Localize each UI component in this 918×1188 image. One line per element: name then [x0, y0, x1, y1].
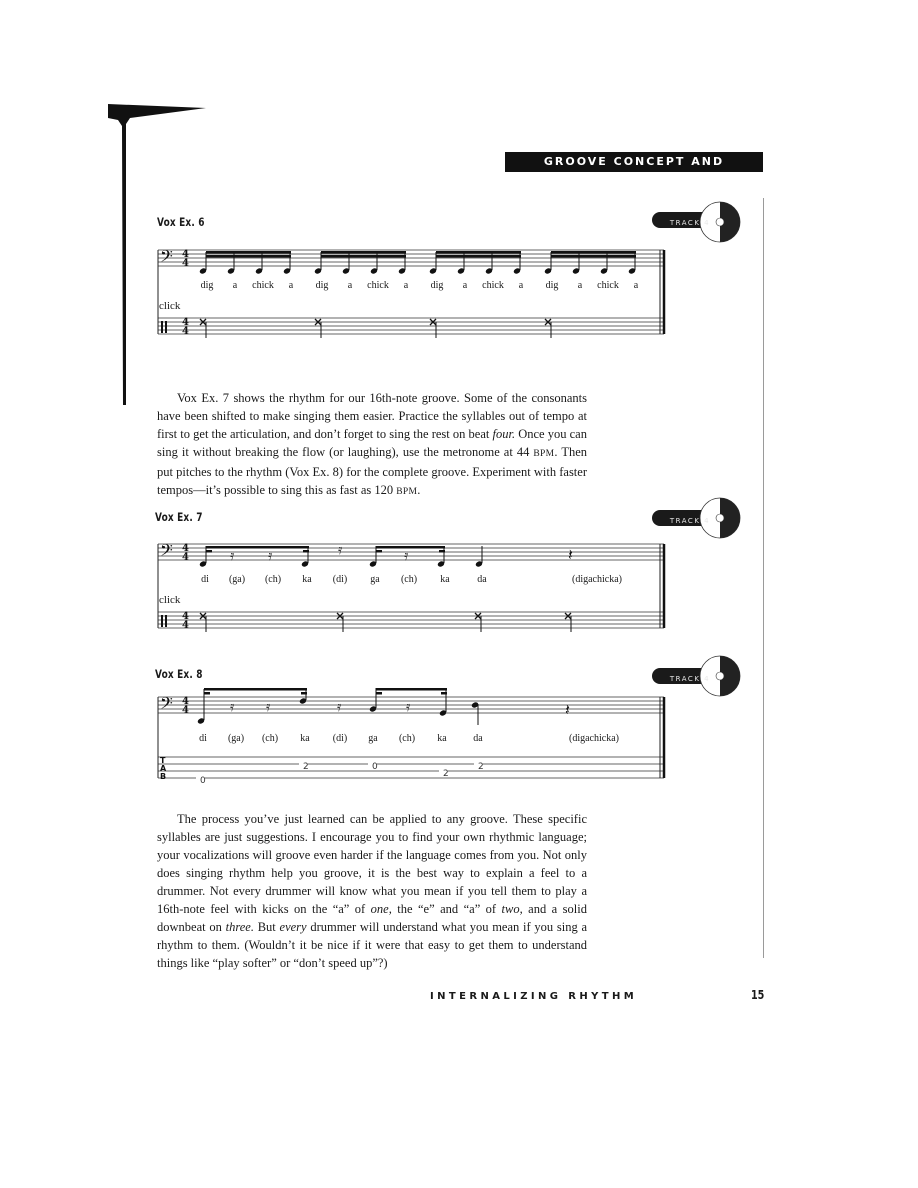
- beam: [376, 688, 447, 691]
- syllable: da: [473, 733, 483, 744]
- sixteenth-rest: 𝄿: [230, 699, 235, 715]
- syllable: dig: [200, 280, 214, 291]
- beam: [376, 550, 382, 553]
- tab-number: 2: [443, 769, 449, 779]
- syllable: dig: [315, 280, 329, 291]
- quarter-rest: 𝄽: [565, 700, 570, 719]
- syllable: chick: [252, 280, 274, 291]
- beam: [204, 688, 307, 691]
- sixteenth-rest: 𝄿: [268, 548, 273, 564]
- sixteenth-rest: 𝄿: [337, 699, 342, 715]
- svg-text:4: 4: [182, 543, 189, 554]
- syllable: a: [347, 280, 353, 291]
- section-header: GROOVE CONCEPT AND DEVELOPMENT: [505, 152, 763, 172]
- beam: [376, 546, 445, 549]
- beam: [204, 692, 210, 695]
- syllable: dig: [545, 280, 559, 291]
- sixteenth-rest: 𝄿: [404, 548, 409, 564]
- beam: [301, 692, 307, 695]
- syllable: ga: [370, 574, 380, 585]
- svg-text:4: 4: [182, 258, 189, 269]
- syllable: chick: [597, 280, 619, 291]
- quarter-rest: 𝄽: [568, 545, 573, 564]
- syllable: a: [288, 280, 294, 291]
- svg-text:4: 4: [182, 611, 189, 622]
- tab-letter: T: [160, 756, 166, 765]
- syllable: ka: [437, 733, 447, 744]
- syllable: (digachicka): [569, 733, 619, 744]
- beam: [439, 550, 445, 553]
- syllable: a: [462, 280, 468, 291]
- margin-rule: [763, 198, 764, 958]
- track-label: TRACK 4: [669, 517, 711, 525]
- beam: [376, 692, 382, 695]
- syllable: (digachicka): [572, 574, 622, 585]
- vox-ex-7-staff: [150, 532, 670, 642]
- svg-text:4: 4: [182, 620, 189, 631]
- tab-number: 2: [478, 762, 484, 772]
- example-label: Vox Ex. 7: [155, 510, 203, 524]
- vox-ex-8-notation: [150, 685, 670, 795]
- tab-number: 0: [200, 776, 206, 786]
- vox-ex-7-notation: [150, 532, 670, 642]
- svg-text:4: 4: [182, 696, 189, 707]
- beam: [303, 550, 309, 553]
- beam: [551, 255, 636, 258]
- svg-text:4: 4: [182, 552, 189, 563]
- beam: [436, 255, 521, 258]
- syllable: ka: [300, 733, 310, 744]
- syllable: di: [201, 574, 209, 585]
- syllable: chick: [482, 280, 504, 291]
- click-label: click: [159, 594, 181, 606]
- syllable: da: [477, 574, 487, 585]
- page-number: 15: [751, 988, 765, 1002]
- beam: [206, 550, 212, 553]
- sixteenth-rest: 𝄿: [230, 548, 235, 564]
- syllable: a: [403, 280, 409, 291]
- syllable: (ch): [261, 733, 279, 744]
- tab-letter: B: [160, 772, 167, 781]
- sixteenth-rest: 𝄿: [338, 542, 343, 558]
- beam: [206, 255, 291, 258]
- click-label: click: [159, 300, 181, 312]
- vox-ex-6-notation: [150, 238, 670, 348]
- beam: [436, 251, 521, 254]
- svg-text:4: 4: [182, 705, 189, 716]
- syllable: (di): [332, 574, 348, 585]
- svg-text:4: 4: [182, 249, 189, 260]
- track-label: TRACK 4: [669, 675, 711, 683]
- syllable: a: [232, 280, 238, 291]
- syllable: (ch): [400, 574, 418, 585]
- example-label: Vox Ex. 8: [155, 667, 203, 681]
- syllable: a: [577, 280, 583, 291]
- syllable: (ga): [227, 733, 245, 744]
- syllable: di: [199, 733, 207, 744]
- syllable: chick: [367, 280, 389, 291]
- syllable: ka: [440, 574, 450, 585]
- tab-number: 2: [303, 762, 309, 772]
- track-label: TRACK 4: [669, 219, 711, 227]
- beam: [206, 546, 309, 549]
- paragraph-2: The process you’ve just learned can be applied to any groove. These specific syllables are just suggestions. I encourage you to find your own rhythmic language; your vocalizations will groove even harder if the language comes from you. Not only does singing rhythm help you groove, it is the best way to explain a feel to a drummer. Not every drummer will know what you mean if you tell them to play a 16th-note feel with kicks on the “a” of one, the “e” and “a” of two, and a solid downbeat on three. But every drummer will understand what you mean if you sing a rhythm to them. (Wouldn’t it be nice if it were that easy to get them to understand things like “play softer” or “don’t speed up”?): [157, 812, 588, 970]
- beam: [441, 692, 447, 695]
- svg-text:𝄢: 𝄢: [160, 693, 173, 717]
- svg-text:𝄢: 𝄢: [160, 246, 173, 270]
- syllable: (ch): [398, 733, 416, 744]
- syllable: a: [518, 280, 524, 291]
- syllable: (ch): [264, 574, 282, 585]
- example-label: Vox Ex. 6: [157, 215, 205, 229]
- sixteenth-rest: 𝄿: [406, 699, 411, 715]
- tab-letter: A: [160, 764, 167, 773]
- syllable: ka: [302, 574, 312, 585]
- svg-text:𝄢: 𝄢: [160, 540, 173, 564]
- syllable: (di): [332, 733, 348, 744]
- beam: [551, 251, 636, 254]
- corner-mark: [0, 0, 220, 420]
- syllable: dig: [430, 280, 444, 291]
- vox-ex-6-staff: [150, 238, 670, 348]
- running-footer: INTERNALIZING RHYTHM: [430, 991, 638, 1002]
- syllable: ga: [368, 733, 378, 744]
- svg-text:4: 4: [182, 317, 189, 328]
- syllable: (ga): [228, 574, 246, 585]
- paragraph-1: Vox Ex. 7 shows the rhythm for our 16th-note groove. Some of the consonants have been shifted to make singing them easier. Practice the syllables out of tempo at first to get the articulation, and don’t forget to sing the rest on beat four. Once you can sing it without breaking the flow (or laughing), use the metronome at 44 BPM. Then put pitches to the rhythm (Vox Ex. 8) for the complete groove. Experiment with faster tempos—it’s possible to sing this as fast as 120 BPM.: [157, 391, 587, 497]
- beam: [321, 255, 406, 258]
- tab-number: 0: [372, 762, 378, 772]
- sixteenth-rest: 𝄿: [266, 699, 271, 715]
- syllable: a: [633, 280, 639, 291]
- beam: [206, 251, 291, 254]
- beam: [321, 251, 406, 254]
- svg-text:4: 4: [182, 326, 189, 337]
